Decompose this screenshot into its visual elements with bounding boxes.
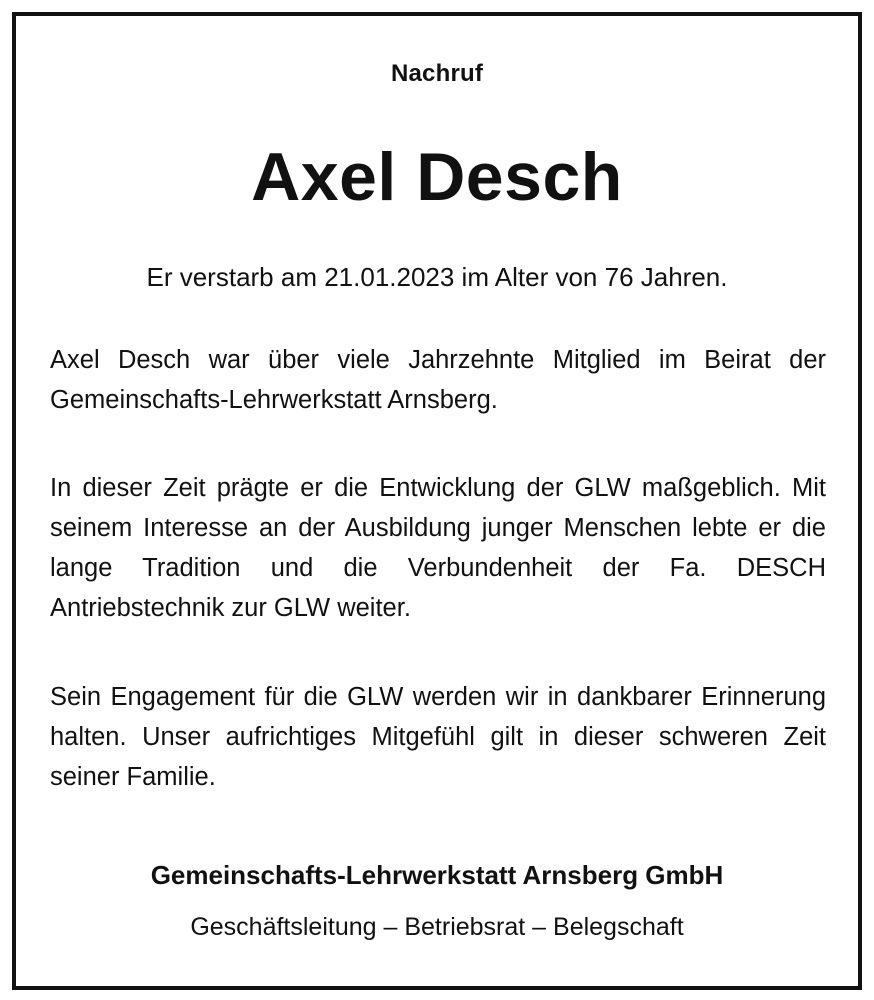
death-date-line: Er verstarb am 21.01.2023 im Alter von 76 Jahren. [146,262,728,292]
paragraph-condolence: Sein Engagement für die GLW werden wir in dankbarer Erinnerung halten. Unser aufrichtiges Mitgefühl gilt in dieser schweren Zeit seiner Familie. [50,683,826,791]
signatories-line: Geschäftsleitung – Betriebsrat – Belegschaft [190,913,684,941]
paragraph-contribution: In dieser Zeit prägte er die Entwicklung der GLW maßgeblich. Mit seinem Interesse an der Ausbildung junger Menschen lebte er die lange Tradition und die Verbundenheit der Fa. DESCH Antriebstechnik zur GLW weiter. [50,474,826,622]
paragraph-membership: Axel Desch war über viele Jahrzehnte Mitglied im Beirat der Gemeinschafts-Lehrwerkstatt Arnsberg. [50,346,826,414]
notice-label: Nachruf [390,60,484,87]
organization-name: Gemeinschafts-Lehrwerkstatt Arnsberg GmbH [150,860,724,890]
deceased-name: Axel Desch [251,139,623,215]
